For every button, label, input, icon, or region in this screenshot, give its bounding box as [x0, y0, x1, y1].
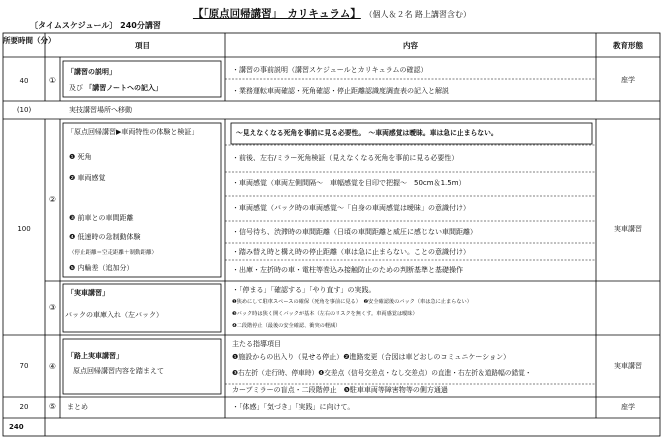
row5-minutes: 70 — [19, 362, 29, 370]
header-content: 内容 — [403, 41, 418, 50]
row1-minutes: 40 — [19, 77, 29, 85]
row5-content-1: 主たる指導項目 — [232, 340, 281, 348]
row1-item-note-text: 「講習ノートへの記入」 — [85, 84, 163, 92]
schedule-subhead: 〔タイムスケジュール〕 240分講習 — [30, 21, 161, 30]
row5-item-sub: 原点回帰講習内容を踏まえて — [73, 367, 164, 375]
row1-content-2: ・業務運転車両確認・死角確認・停止距離認識度調査表の記入と解説 — [232, 87, 449, 95]
row6-content: ・「体感」「気づき」「実践」に向けて。 — [232, 403, 355, 411]
row4-item-title: 「実車講習」 — [67, 289, 109, 297]
row4-content-1: ・「停まる」「確認する」「やり直す」の実践。 — [232, 286, 376, 294]
header-duration: 所要時間（分） — [3, 36, 56, 45]
row3-content-2: ・車両感覚（車両左側間隔～ 車幅感覚を目印で把握～ 50cm＆1.5m） — [232, 179, 466, 187]
row5-content-2: ❶施設からの出入り（見せる停止）❷進路変更（合図は車どおしのコミュニケーション） — [232, 353, 511, 361]
row3-sub-4 — [69, 233, 141, 242]
row3-content-6: ・出庫・左折時の車・電柱等巻込み接触防止のための判断基準と基礎操作 — [232, 266, 463, 274]
row1-content-1: ・講習の事前説明（講習スケジュールとカリキュラムの確認） — [232, 66, 428, 74]
sub-mark-2: ❷ — [69, 174, 76, 182]
row5-number: ④ — [48, 362, 57, 371]
row3-number: ② — [48, 195, 57, 204]
row1-item-note — [69, 84, 162, 93]
row4-item-sub: バックの車庫入れ（左バック） — [65, 311, 163, 319]
row3-minutes: 100 — [17, 225, 31, 233]
row1-item-note-prefix: 及び — [69, 84, 83, 92]
row3-sub-5: （停止距離＝空走距離＋制動距離） — [69, 250, 158, 256]
title-main: 【「原点回帰講習」 カリキュラム】 — [192, 8, 361, 20]
row4-content-4: ❹二段階停止（最後の安全確認、衝突の軽減） — [232, 323, 341, 329]
row3-content-4: ・信号待ち、渋滞時の車間距離（日頃の車間距離と威圧に感じない車間距離） — [232, 228, 477, 236]
sub-mark-4: ❹ — [69, 233, 76, 241]
row3-sub-2 — [69, 174, 106, 183]
row3-method: 実車講習 — [614, 225, 642, 233]
sub-text-3: 前車との車間距離 — [77, 214, 134, 222]
row3-sub-1 — [69, 153, 92, 162]
row6-item: まとめ — [67, 403, 88, 411]
sub-mark-3: ❸ — [69, 214, 76, 222]
row3-content-5: ・踏み替え時と構え時の停止距離（車は急に止まらない。ことの意識付け） — [232, 248, 470, 256]
row3-content-1: ・前後、左右/ミラー死角検証（見えなくなる死角を事前に見る必要性） — [232, 154, 459, 162]
sub-text-2: 車両感覚 — [77, 174, 106, 182]
sub-text-4: 低速時の急制動体験 — [77, 233, 141, 241]
row2-item: 実技講習場所へ移動 — [69, 106, 132, 114]
row3-content-head: ～見えなくなる死角を事前に見る必要性。 ～車両感覚は曖昧。車は急に止まらない。 — [236, 129, 498, 137]
row6-number: ⑤ — [48, 402, 57, 411]
row3-item-title: 「原点回帰講習▶車両特性の体験と検証」 — [67, 128, 199, 136]
row2-minutes: (10) — [16, 106, 32, 114]
total-minutes: 240 — [9, 423, 24, 431]
row4-content-2: ❶狭めにして駐車スペースの確保（死角を事前に見る） ❷安全確認後のバック（車は急に止まらない） — [232, 299, 472, 305]
row5-item-title: 「路上実車講習」 — [67, 352, 123, 360]
sub-text-6: 内輪差（追加分） — [77, 264, 134, 272]
sub-text-1: 死角 — [77, 153, 92, 161]
row3-sub-6 — [69, 264, 134, 273]
row3-content-3: ・車両感覚（バック時の車両感覚～「自身の車両感覚は曖昧」の意識付け） — [232, 204, 470, 212]
row5-content-3: ❸右左折（走行時、停車時）❹交差点（信号交差点・なし交差点）の直進・右左折＆道路幅の錯覚・ — [232, 369, 532, 377]
sub-mark-6: ❺ — [69, 264, 76, 272]
header-method: 教育形態 — [613, 41, 643, 50]
row4-number: ③ — [48, 303, 57, 312]
row3-sub-3 — [69, 214, 134, 223]
row5-method: 実車講習 — [614, 362, 642, 370]
title-sub: （個人＆２名 路上講習含む） — [364, 10, 472, 19]
row1-item-title: 「講習の説明」 — [67, 68, 116, 76]
row6-method: 座学 — [621, 403, 635, 411]
row1-number: ① — [48, 76, 57, 85]
row6-minutes: 20 — [19, 403, 29, 411]
row1-method: 座学 — [621, 76, 635, 84]
header-item: 項目 — [135, 41, 150, 50]
row4-content-3: ❸バック時は狭く開くバックが基本（左右のリスクを無くす。車両感覚は曖昧） — [232, 311, 418, 317]
row5-content-4: カーブミラーの盲点・二段階停止 ❺駐車車両等障害物等の側方通過 — [232, 386, 448, 394]
sub-mark-1: ❶ — [69, 153, 76, 161]
